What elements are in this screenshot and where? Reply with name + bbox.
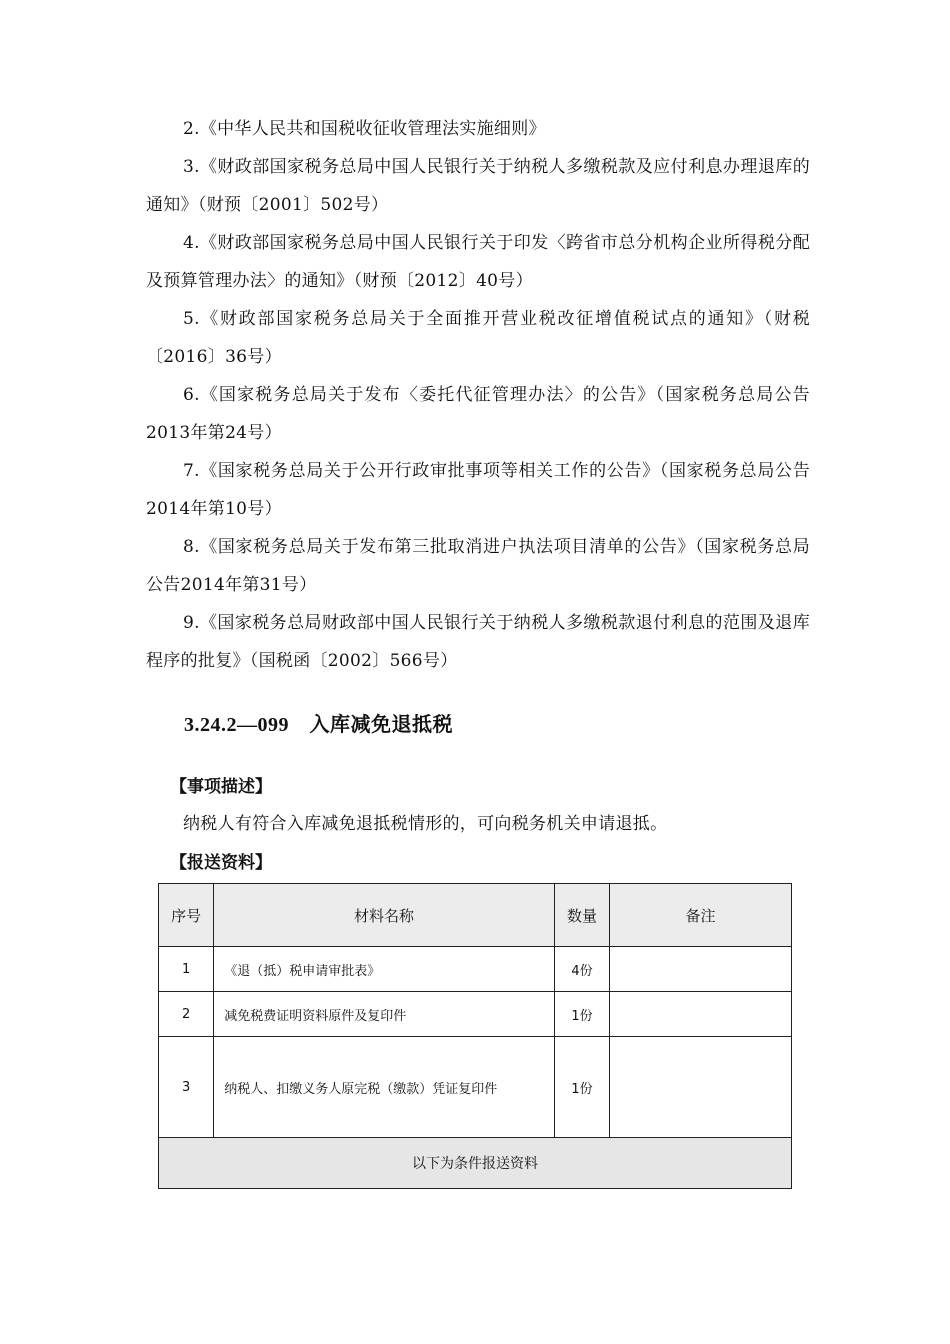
reference-item: 9.《国家税务总局财政部中国人民银行关于纳税人多缴税款退付利息的范围及退库程序的批复》（国税函〔2002〕566号）	[146, 613, 810, 671]
reference-item: 7.《国家税务总局关于公开行政审批事项等相关工作的公告》（国家税务总局公告2014年第10号）	[146, 461, 810, 519]
row-note	[610, 992, 792, 1037]
header-note: 备注	[610, 884, 792, 947]
table-row	[159, 947, 792, 992]
row-qty: 1份	[554, 992, 609, 1037]
description-text: 纳税人有符合入库减免退抵税情形的，可向税务机关申请退抵。	[183, 814, 668, 834]
conditional-row	[159, 1138, 792, 1189]
conditional-label: 以下为条件报送资料	[159, 1138, 792, 1189]
reference-item: 5.《财政部国家税务总局关于全面推开营业税改征增值税试点的通知》（财税〔2016〕36号）	[146, 309, 810, 367]
header-num: 序号	[159, 884, 214, 947]
row-name: 《退（抵）税申请审批表》	[214, 947, 555, 992]
row-num: 2	[159, 992, 214, 1037]
header-name: 材料名称	[214, 884, 555, 947]
row-note	[610, 947, 792, 992]
table-row	[159, 992, 792, 1037]
reference-item: 6.《国家税务总局关于发布〈委托代征管理办法〉的公告》（国家税务总局公告2013年第24号）	[146, 385, 810, 443]
materials-label: 【报送资料】	[170, 853, 272, 873]
description-label: 【事项描述】	[170, 777, 272, 797]
reference-item: 4.《财政部国家税务总局中国人民银行关于印发〈跨省市总分机构企业所得税分配及预算管理办法〉的通知》（财预〔2012〕40号）	[146, 233, 810, 291]
row-qty: 4份	[554, 947, 609, 992]
row-name: 减免税费证明资料原件及复印件	[214, 992, 555, 1037]
row-qty: 1份	[554, 1037, 609, 1138]
row-note	[610, 1037, 792, 1138]
row-num: 3	[159, 1037, 214, 1138]
row-num: 1	[159, 947, 214, 992]
table-row	[159, 1037, 792, 1138]
section-title: 3.24.2—099 入库减免退抵税	[184, 714, 453, 736]
reference-item: 2.《中华人民共和国税收征收管理法实施细则》	[183, 119, 546, 139]
reference-list	[146, 110, 810, 680]
reference-item: 8.《国家税务总局关于发布第三批取消进户执法项目清单的公告》（国家税务总局公告2014年第31号）	[146, 537, 810, 595]
row-name: 纳税人、扣缴义务人原完税（缴款）凭证复印件	[214, 1037, 555, 1138]
header-qty: 数量	[554, 884, 609, 947]
materials-table	[158, 883, 792, 1189]
reference-item: 3.《财政部国家税务总局中国人民银行关于纳税人多缴税款及应付利息办理退库的通知》（财预〔2001〕502号）	[146, 157, 810, 215]
table-header-row	[159, 884, 792, 947]
